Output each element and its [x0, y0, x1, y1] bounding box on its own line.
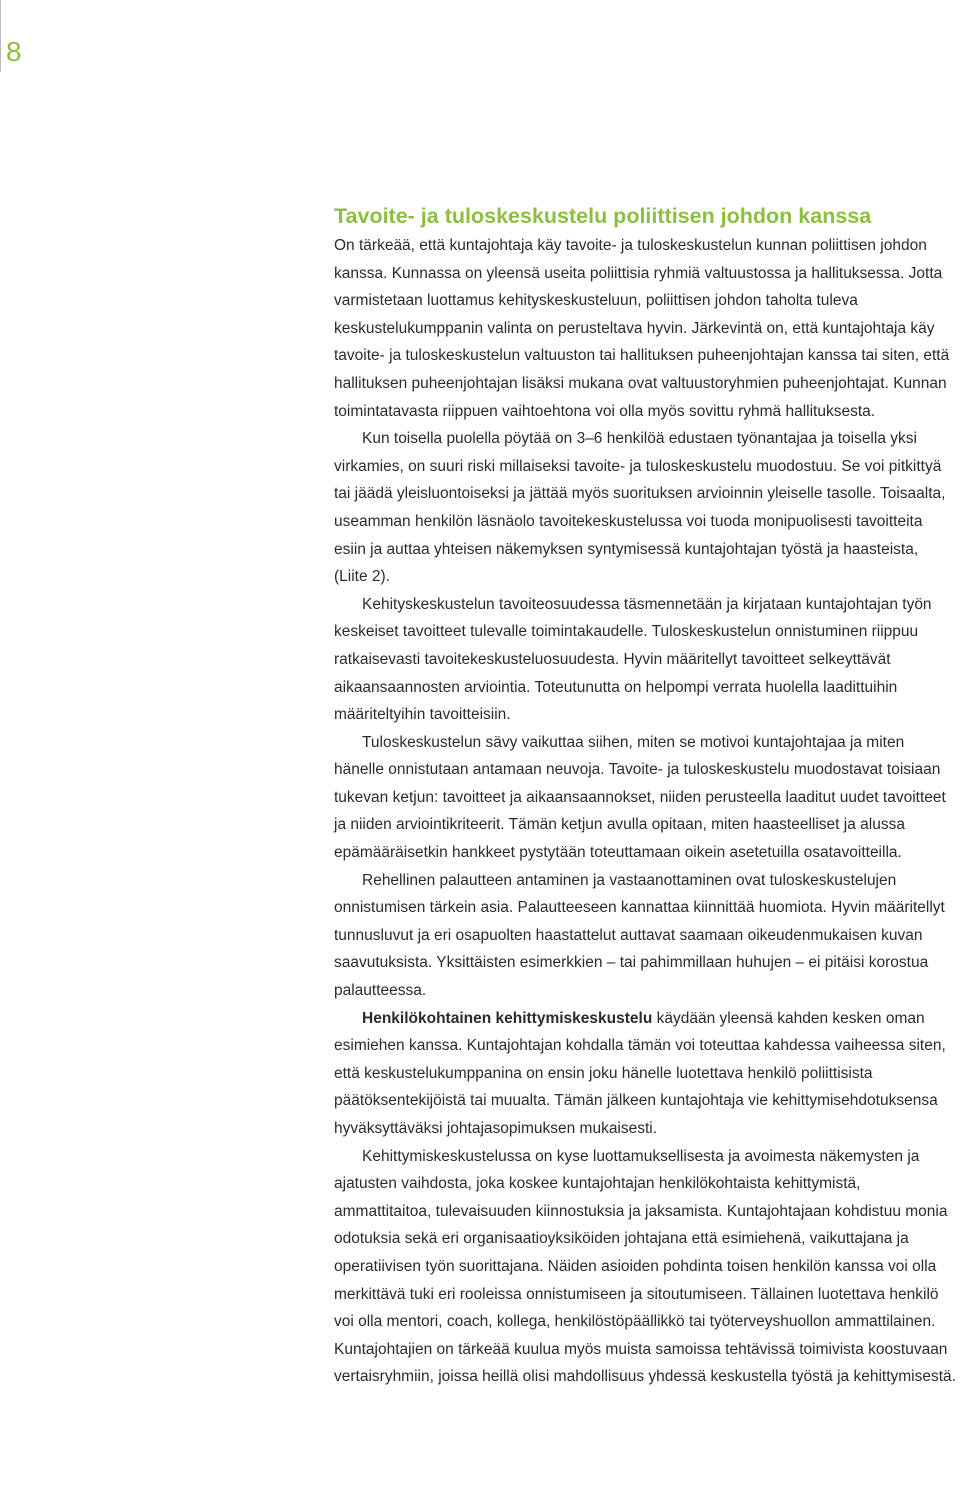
- paragraph-5: Rehellinen palautteen antaminen ja vastaanottaminen ovat tuloskeskustelujen onnistumisen tärkein asia. Palautteeseen kannattaa kiinnittää huomiota. Hyvin määritellyt tunnusluvut ja eri osapuolten haastattelut auttavat saamaan oikeudenmukaisen kuvan saavutuksista. Yksittäisten esimerkkien – tai pahimmillaan huhujen – ei pitäisi korostua palautteessa.: [334, 871, 945, 1000]
- page-number: 8: [6, 36, 22, 67]
- paragraph-1: On tärkeää, että kuntajohtaja käy tavoite- ja tuloskeskustelun kunnan poliittisen johdon kanssa. Kunnassa on yleensä useita poliittisia ryhmiä valtuustossa ja hallituksessa. Jotta varmistetaan luottamus kehityskeskusteluun, poliittisen johdon taholta tuleva keskustelukumppanin valinta on perusteltava hyvin. Järkevintä on, että kuntajohtaja käy tavoite- ja tuloskeskustelun valtuuston tai hallituksen puheenjohtajan kanssa tai siten, että hallituksen puheenjohtajan lisäksi mukana ovat valtuustoryhmien puheenjohtajat. Kunnan toimintatavasta riippuen vaihtoehtona voi olla myös sovittu ryhmä hallituksesta.: [334, 237, 950, 420]
- page-margin-rule: [0, 0, 1, 72]
- section-heading: Tavoite- ja tuloskeskustelu poliittisen johdon kanssa: [334, 204, 872, 228]
- paragraph-4: Tuloskeskustelun sävy vaikuttaa siihen, miten se motivoi kuntajohtajaa ja miten hänelle onnistutaan antamaan neuvoja. Tavoite- ja tuloskeskustelu muodostavat toisiaan tukevan ketjun: tavoitteet ja aikaansaannokset, niiden perusteella laaditut uudet tavoitteet ja niiden arviointikriteerit. Tämän ketjun avulla opitaan, miten haasteelliset ja alussa epämääräisetkin hankkeet pystytään toteuttamaan oikein asetetuilla osatavoitteilla.: [334, 733, 946, 862]
- article-body: [334, 202, 956, 1391]
- paragraph-7: Kehittymiskeskustelussa on kyse luottamuksellisesta ja avoimesta näkemysten ja ajatusten vaihdosta, joka koskee kuntajohtajan henkilökohtaista kehittymistä, ammattitaitoa, tulevaisuuden kiinnostuksia ja jaksamista. Kuntajohtajaan kohdistuu monia odotuksia sekä eri organisaatioyksiköiden johtajana että esimiehenä, vaikuttajana ja operatiivisen työn suorittajana. Näiden asioiden pohdinta toisen henkilön kanssa voi olla merkittävä tuki eri rooleissa onnistumiseen ja sitoutumiseen. Tällainen luotettava henkilö voi olla mentori, coach, kollega, henkilöstöpäällikkö tai työterveyshuollon ammattilainen. Kuntajohtajien on tärkeää kuulua myös muista samoissa tehtävissä toimivista koostuvaan vertaisryhmiin, joissa heillä olisi mahdollisuus yhdessä keskustella työstä ja kehittymisestä.: [334, 1147, 956, 1386]
- paragraph-6-text: käydään yleensä kahden kesken oman esimiehen kanssa. Kuntajohtajan kohdalla tämän voi toteuttaa kahdessa vaiheessa siten, että keskustelukumppanina on ensin joku hänelle luotettava henkilö poliittisista päätöksentekijöistä tai muualta. Tämän jälkeen kuntajohtaja vie kehittymisehdotuksensa hyväksyttäväksi johtajasopimuksen mukaisesti.: [334, 1009, 946, 1137]
- paragraph-6-bold-lead: Henkilökohtainen kehittymiskeskustelu: [362, 1009, 653, 1027]
- paragraph-3: Kehityskeskustelun tavoiteosuudessa täsmennetään ja kirjataan kuntajohtajan työn keskeiset tavoitteet tulevalle toimintakaudelle. Tuloskeskustelun onnistuminen riippuu ratkaisevasti tavoitekeskusteluosuudesta. Hyvin määritellyt tavoitteet selkeyttävät aikaansaannosten arviointia. Toteutunutta on helpompi verrata huolella laadittuihin määriteltyihin tavoitteisiin.: [334, 595, 932, 724]
- paragraph-6: [334, 1005, 956, 1143]
- paragraph-2: Kun toisella puolella pöytää on 3–6 henkilöä edustaen työnantajaa ja toisella yksi virkamies, on suuri riski millaiseksi tavoite- ja tuloskeskustelu muodostuu. Se voi pitkittyä tai jäädä yleisluontoiseksi ja jättää myös suorituksen arvioinnin yleiselle tasolle. Toisaalta, useamman henkilön läsnäolo tavoitekeskustelussa voi tuoda monipuolisesti tavoitteita esiin ja auttaa yhteisen näkemyksen syntymisessä kuntajohtajan työstä ja haasteista, (Liite 2).: [334, 430, 946, 586]
